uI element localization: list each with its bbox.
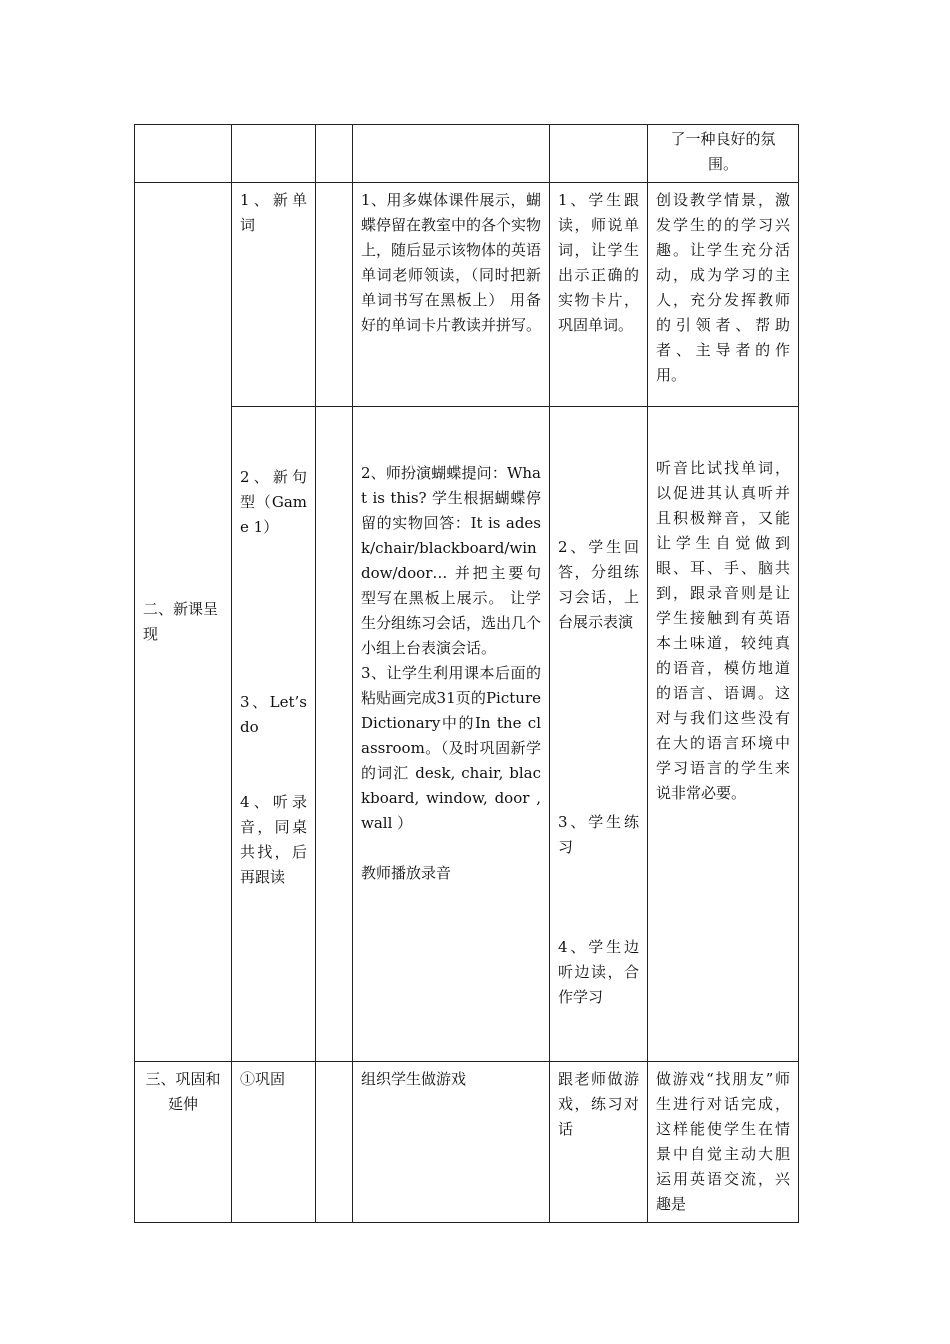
- reflection-text: 创设教学情景，激发学生的的学习兴趣。让学生充分活动，成为学习的主人，充分发挥教师的引领者、帮助者、主导者的作用。: [656, 191, 790, 384]
- reflection-text: 了一种良好的氛围。: [670, 130, 776, 173]
- reflection-cell: [648, 1062, 799, 1223]
- teacher-activity-cell: [353, 183, 550, 407]
- student-activity-text: 1、学生跟读，师说单词，让学生出示正确的实物卡片，巩固单词。: [558, 191, 639, 334]
- step-cell: [232, 125, 316, 183]
- step-label: 3、Let’s do: [240, 693, 307, 736]
- stage-label: 二、新课呈现: [143, 600, 219, 643]
- teacher-activity-text: 组织学生做游戏: [361, 1070, 467, 1088]
- reflection-cell: [648, 183, 799, 407]
- step-label: 1、新单词: [240, 191, 307, 234]
- student-activity-text: 跟老师做游戏，练习对话: [558, 1070, 639, 1138]
- blank-cell: [316, 407, 353, 1062]
- table-row: [135, 407, 799, 1062]
- student-activity-text: 2、学生回答，分组练习会话，上台展示表演: [558, 538, 639, 631]
- stage-cell: [135, 125, 232, 183]
- reflection-cell: [648, 125, 799, 183]
- teacher-activity-cell: [353, 1062, 550, 1223]
- student-activity-text: 3、学生练习: [558, 813, 639, 856]
- stage-label: 三、巩固和延伸: [145, 1070, 221, 1113]
- student-activity-cell: [550, 1062, 648, 1223]
- step-cell: [232, 1062, 316, 1223]
- step-cell: [232, 407, 316, 1062]
- step-label: ①巩固: [240, 1070, 286, 1088]
- step-label: 4、听录音，同桌共找，后再跟读: [240, 793, 307, 886]
- table-row: [135, 183, 799, 407]
- blank-cell: [316, 125, 353, 183]
- student-activity-cell: [550, 407, 648, 1062]
- reflection-text: 做游戏“找朋友”师生进行对话完成，这样能使学生在情景中自觉主动大胆运用英语交流，兴趣是: [656, 1070, 790, 1213]
- blank-cell: [316, 183, 353, 407]
- step-cell: [232, 183, 316, 407]
- teacher-activity-cell: [353, 125, 550, 183]
- table-row: [135, 125, 799, 183]
- reflection-cell: [648, 407, 799, 1062]
- teacher-activity-text: 1、用多媒体课件展示，蝴蝶停留在教室中的各个实物上，随后显示该物体的英语单词老师领读，（同时把新单词书写在黑板上） 用备好的单词卡片教读并拼写。: [361, 191, 542, 334]
- step-label: 2、新句型（Game 1）: [240, 468, 307, 536]
- reflection-text: 听音比试找单词，以促进其认真听并且积极辩音，又能让学生自觉做到眼、耳、手、脑共到，跟录音则是让学生接触到有英语本土味道，较纯真的语音，模仿地道的语言、语调。这对与我们这些没有在大的语言环境中学习语言的学生来说非常必要。: [656, 459, 790, 802]
- blank-cell: [316, 1062, 353, 1223]
- teacher-activity-cell: [353, 407, 550, 1062]
- teacher-activity-text: 3、让学生利用课本后面的粘贴画完成31页的Picture Dictionary中的In the classroom。（及时巩固新学的词汇 desk, chair, blackboard, window, door ,wall ）: [361, 664, 541, 832]
- student-activity-text: 4、学生边听边读，合作学习: [558, 938, 639, 1006]
- table-row: [135, 1062, 799, 1223]
- teacher-activity-text: 2、师扮演蝴蝶提问：What is this? 学生根据蝴蝶停留的实物回答：It is adesk/chair/blackboard/window/door… 并把主要句型写在黑板上展示。 让学生分组练习会话，选出几个小组上台表演会话。: [361, 464, 542, 657]
- stage-cell: [135, 183, 232, 1062]
- student-activity-cell: [550, 183, 648, 407]
- teacher-activity-text: 教师播放录音: [361, 864, 452, 882]
- student-activity-cell: [550, 125, 648, 183]
- stage-cell: [135, 1062, 232, 1223]
- lesson-plan-table: [134, 124, 799, 1223]
